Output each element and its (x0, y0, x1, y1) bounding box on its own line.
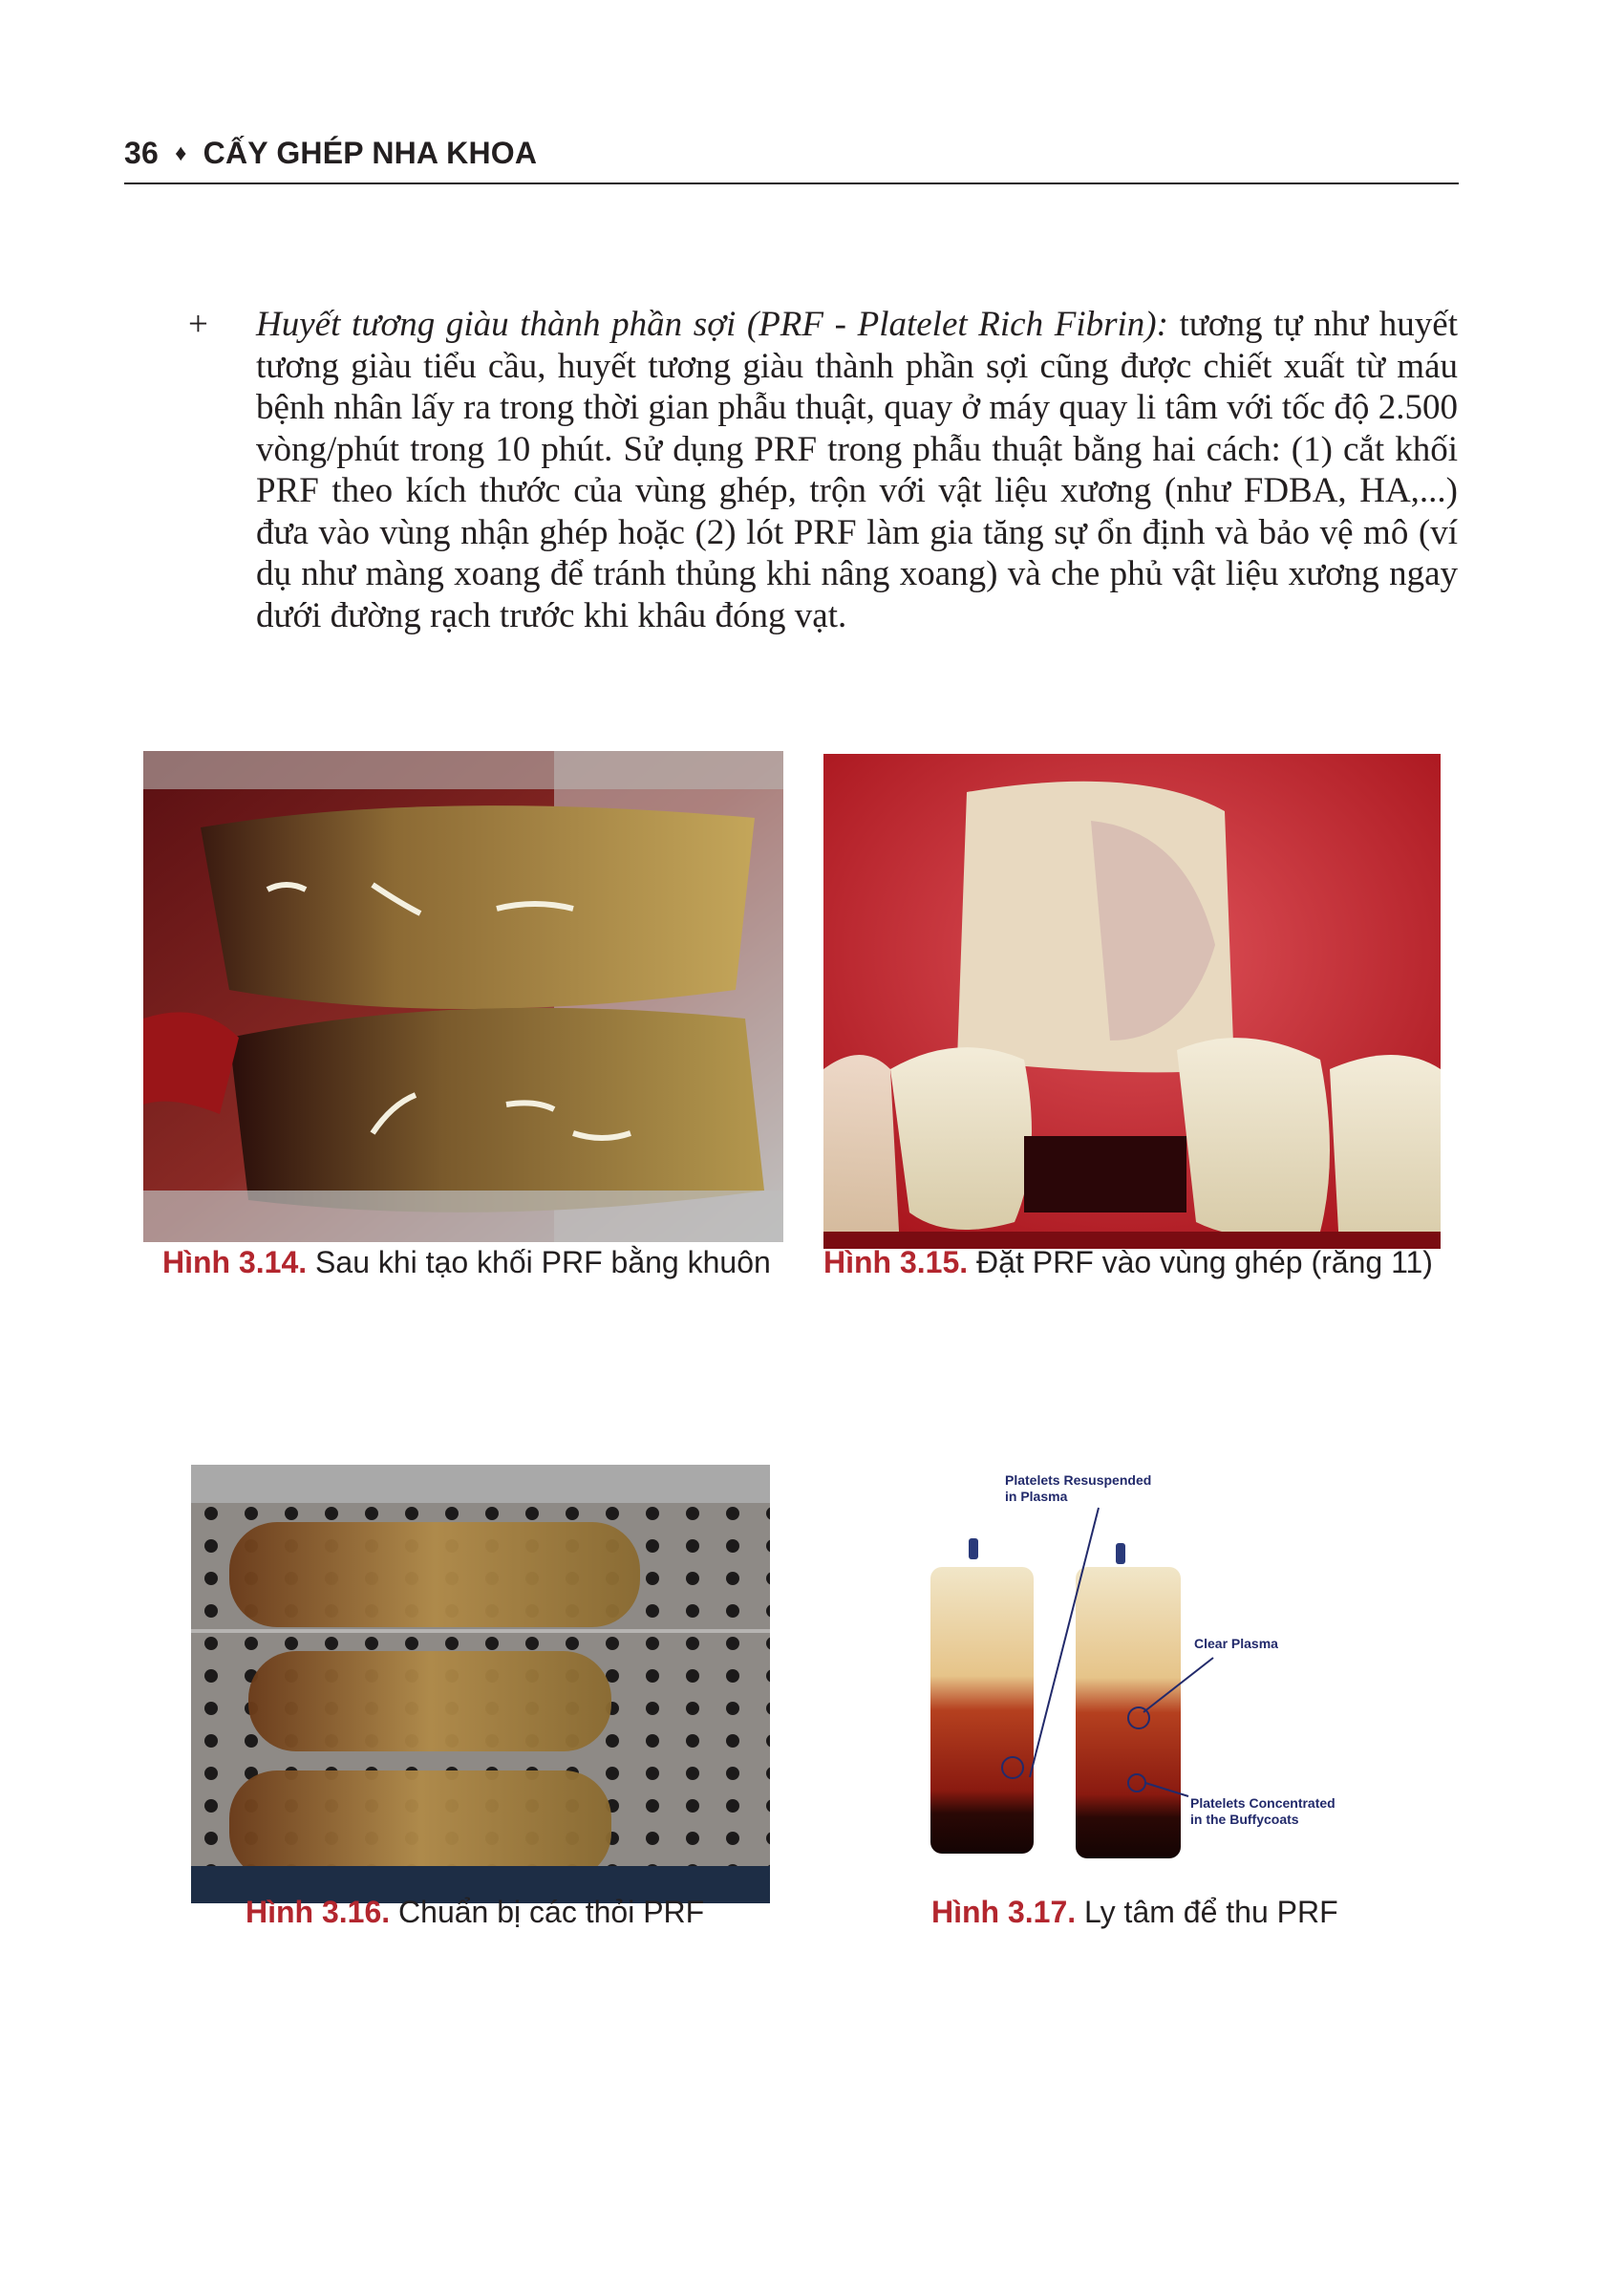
label-buffycoat-line2: in the Buffycoats (1190, 1812, 1299, 1827)
prf-plugs-image (191, 1465, 770, 1903)
diamond-separator: ♦ (175, 140, 187, 166)
figure-3-17-diagram (917, 1462, 1366, 1882)
figure-3-15-text: Đặt PRF vào vùng ghép (răng 11) (976, 1245, 1433, 1279)
page-number: 36 (124, 136, 159, 170)
figure-3-15-caption (823, 1245, 1433, 1280)
figure-3-14-text: Sau khi tạo khối PRF bằng khuôn (315, 1245, 771, 1279)
tube-cap-left (969, 1538, 978, 1559)
graft-site-image (823, 754, 1441, 1249)
tube-right (1076, 1567, 1181, 1858)
header-rule (124, 182, 1459, 184)
bullet-marker: + (188, 305, 208, 344)
figure-3-15-photo (823, 754, 1441, 1249)
label-resuspended-line2: in Plasma (1005, 1489, 1068, 1504)
figure-3-15-number: Hình 3.15. (823, 1245, 969, 1279)
centrifuge-tubes-image (917, 1462, 1366, 1882)
paragraph-text: tương tự như huyết tương giàu tiểu cầu, huyết tương giàu thành phần sợi cũng được chiết xuất từ máu bệnh nhân lấy ra trong thời gian phẫu thuật, quay ở máy quay li tâm với tốc độ 2.500 vòng/phút trong 10 phút. Sử dụng PRF trong phẫu thuật bằng hai cách: (1) cắt khối PRF theo kích thước của vùng ghép, trộn với vật liệu xương (như FDBA, HA,...) đưa vào vùng nhận ghép hoặc (2) lót PRF làm gia tăng sự ổn định và bảo vệ mô (ví dụ như màng xoang để tránh thủng khi nâng xoang) và che phủ vật liệu xương ngay dưới đường rạch trước khi khâu đóng vạt. (256, 305, 1458, 635)
prf-blocks-image (143, 751, 783, 1242)
label-buffycoat-line1: Platelets Concentrated (1190, 1795, 1336, 1811)
figure-3-17-text: Ly tâm để thu PRF (1084, 1895, 1338, 1929)
paragraph-lead: Huyết tương giàu thành phần sợi (PRF - Platelet Rich Fibrin): (256, 305, 1168, 344)
label-resuspended-line1: Platelets Resuspended (1005, 1472, 1152, 1488)
tube-left (930, 1567, 1034, 1854)
label-clear-plasma: Clear Plasma (1194, 1636, 1278, 1651)
figure-3-16-number: Hình 3.16. (246, 1895, 391, 1929)
figure-3-14-caption (162, 1245, 771, 1280)
figure-3-17-caption (931, 1895, 1338, 1930)
body-paragraph (256, 304, 1458, 636)
book-title: CẤY GHÉP NHA KHOA (203, 136, 538, 170)
figure-3-14-photo (143, 751, 783, 1242)
figure-3-16-text: Chuẩn bị các thỏi PRF (398, 1895, 705, 1929)
figure-3-16-photo (191, 1465, 770, 1903)
figure-3-17-number: Hình 3.17. (931, 1895, 1077, 1929)
tube-cap-right (1116, 1543, 1125, 1564)
figure-3-14-number: Hình 3.14. (162, 1245, 308, 1279)
running-header (124, 136, 537, 171)
figure-3-16-caption (246, 1895, 704, 1930)
